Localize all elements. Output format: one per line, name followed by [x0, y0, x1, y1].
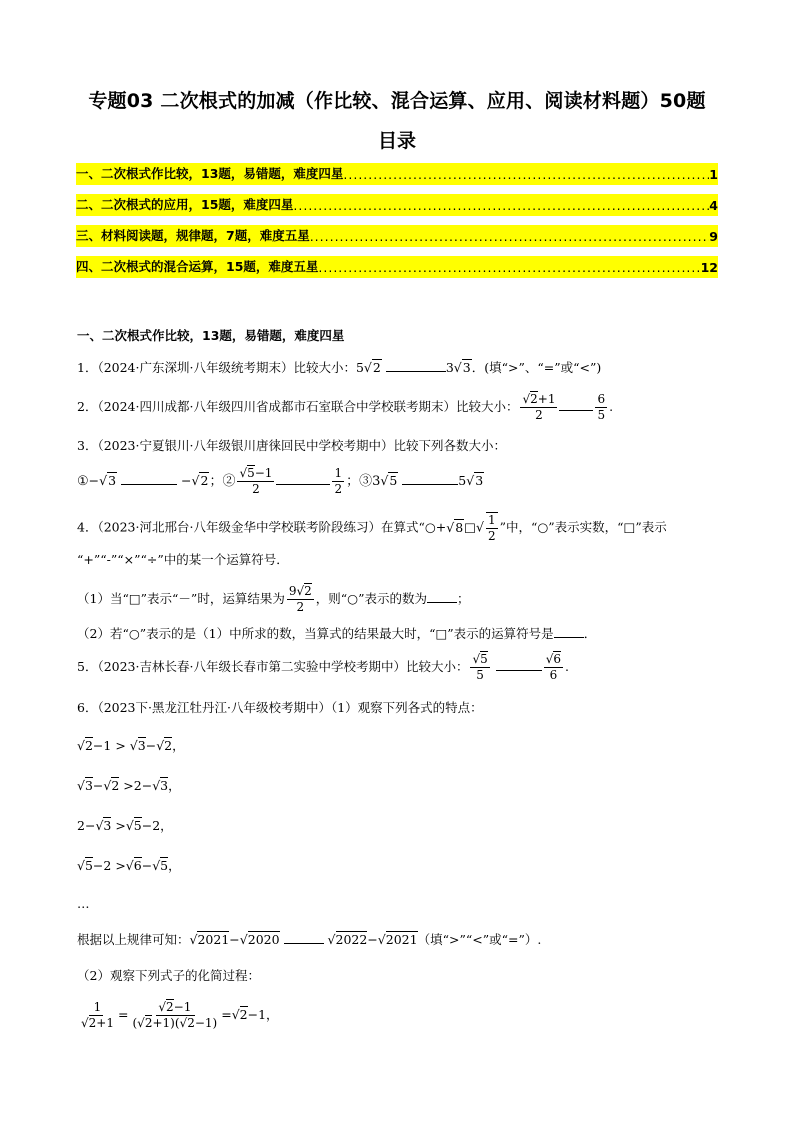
sqrt-symbol: √5 — [380, 473, 398, 488]
sqrt-symbol: √2 — [191, 473, 209, 488]
toc-entry-2[interactable] — [76, 194, 718, 216]
fraction: $\frac{√6}{6}$ — [545, 652, 562, 682]
toc-entry-3[interactable] — [76, 225, 718, 247]
answer-blank[interactable] — [496, 658, 542, 671]
question-3-parts: ①−√3 −√2；② $\frac{√5-1}{2}$ $\frac{1}{2}$ ；③3√5 5√3 — [77, 466, 484, 496]
q6-sub2: （2）观察下列式子的化简过程： — [77, 968, 260, 983]
question-6: 6．（2023下·黑龙江牡丹江·八年级校考期中）（1）观察下列各式的特点： — [77, 700, 483, 715]
toc-title: 目录 — [377, 130, 416, 152]
q1-lead: 1．（2024·广东深圳·八年级统考期末）比较大小：5 — [77, 360, 364, 375]
toc-leader-dots — [318, 260, 700, 278]
fraction: $\frac{√5}{5}$ — [472, 652, 488, 682]
q6-simplification: $\frac{1}{√2+1}$ = $\frac{√2-1}{(√2+1)(√2-1)}$ =√2−1， — [81, 1000, 279, 1030]
q1-tail: ．(填“>”、“=”或“<”) — [471, 360, 602, 375]
sqrt-symbol: √3 — [99, 473, 117, 488]
toc-entry-4[interactable] — [76, 256, 718, 278]
answer-blank[interactable] — [554, 625, 584, 638]
fraction: $\frac{1}{2}$ — [334, 466, 343, 496]
q6-example-1: √2−1 > √3−√2， — [77, 738, 185, 753]
toc-entry-label: 二、二次根式的应用，15题，难度四星 — [76, 197, 294, 212]
question-4-sub2: （2）若“○”表示的是（1）中所求的数，当算式的结果最大时，“□”表示的运算符号是 ． — [77, 626, 597, 641]
table-of-contents — [76, 163, 718, 287]
toc-entry-page: 9 — [709, 229, 718, 244]
question-4-sub1: （1）当“□”表示“－”时，运算结果为 $\frac{9√2}{2}$ ，则“○”表示的数为 ； — [77, 584, 470, 614]
section-heading: 一、二次根式作比较，13题，易错题，难度四星 — [77, 328, 345, 343]
answer-blank[interactable] — [427, 590, 457, 603]
toc-entry-label: 三、材料阅读题，规律题，7题，难度五星 — [76, 228, 310, 243]
toc-entry-page: 1 — [709, 167, 718, 182]
toc-leader-dots — [293, 198, 709, 216]
question-4: 4．（2023·河北邢台·八年级金华中学校联考阶段练习）在算式“○+√8□√ $\frac{1}{2}$ ”中，“○”表示实数，“□”表示 — [77, 513, 667, 543]
sqrt-symbol: √8 — [446, 519, 464, 535]
q6-ellipsis: … — [77, 896, 90, 911]
fraction: $\frac{√2+1}{2}$ — [522, 392, 556, 422]
toc-entry-label: 一、二次根式作比较，13题，易错题，难度四星 — [76, 166, 344, 181]
question-2: 2．（2024·四川成都·八年级四川省成都市石室联合中学校联考期末）比较大小： $\frac{√2+1}{2}$ $\frac{6}{5}$ . — [77, 392, 614, 422]
answer-blank[interactable] — [402, 472, 458, 485]
fraction: $\frac{9√2}{2}$ — [288, 584, 312, 614]
q6-example-4: √5−2 >√6−√5， — [77, 858, 181, 873]
toc-entry-1[interactable] — [76, 163, 718, 185]
fraction: $\frac{√2-1}{(√2+1)(√2-1)}$ — [132, 1000, 218, 1030]
question-5: 5．（2023·吉林长春·八年级长春市第二实验中学校考期中）比较大小： $\frac{√5}{5}$ $\frac{√6}{6}$ . — [77, 652, 570, 682]
toc-entry-page: 12 — [700, 260, 718, 275]
question-4-line2: “+”“-”“×”“÷”中的某一个运算符号． — [77, 552, 289, 567]
toc-leader-dots — [343, 167, 709, 185]
toc-entry-label: 四、二次根式的混合运算，15题，难度五星 — [76, 259, 319, 274]
q6-example-3: 2−√3 >√5−2， — [77, 818, 173, 833]
q6-rule-line: 根据以上规律可知：√2021−√2020 √2022−√2021（填“>”“<”或“=”）. — [77, 932, 542, 947]
q6-example-2: √3−√2 >2−√3， — [77, 778, 181, 793]
answer-blank[interactable] — [559, 398, 593, 411]
sqrt-symbol: √2 — [363, 360, 381, 375]
answer-blank[interactable] — [276, 472, 330, 485]
sqrt-symbol: √3 — [453, 360, 471, 375]
fraction: $\frac{6}{5}$ — [597, 392, 606, 422]
question-1: 1．（2024·广东深圳·八年级统考期末）比较大小：5√2 3√3．(填“>”、“=”或“<”) — [77, 360, 602, 375]
sqrt-symbol: √3 — [466, 473, 484, 488]
question-3: 3．（2023·宁夏银川·八年级银川唐徕回民中学校考期中）比较下列各数大小： — [77, 438, 506, 453]
document-title: 专题03 二次根式的加减（作比较、混合运算、应用、阅读材料题）50题 — [88, 90, 706, 112]
answer-blank[interactable] — [386, 359, 446, 372]
answer-blank[interactable] — [284, 931, 324, 944]
fraction: $\frac{1}{√2+1}$ — [81, 1000, 114, 1030]
toc-entry-page: 4 — [709, 198, 718, 213]
answer-blank[interactable] — [121, 472, 177, 485]
fraction: $\frac{√5-1}{2}$ — [239, 466, 273, 496]
sqrt-symbol: √ $\frac{1}{2}$ — [475, 513, 496, 543]
toc-leader-dots — [310, 229, 710, 247]
q2-lead: 2．（2024·四川成都·八年级四川省成都市石室联合中学校联考期末）比较大小： — [77, 399, 519, 414]
